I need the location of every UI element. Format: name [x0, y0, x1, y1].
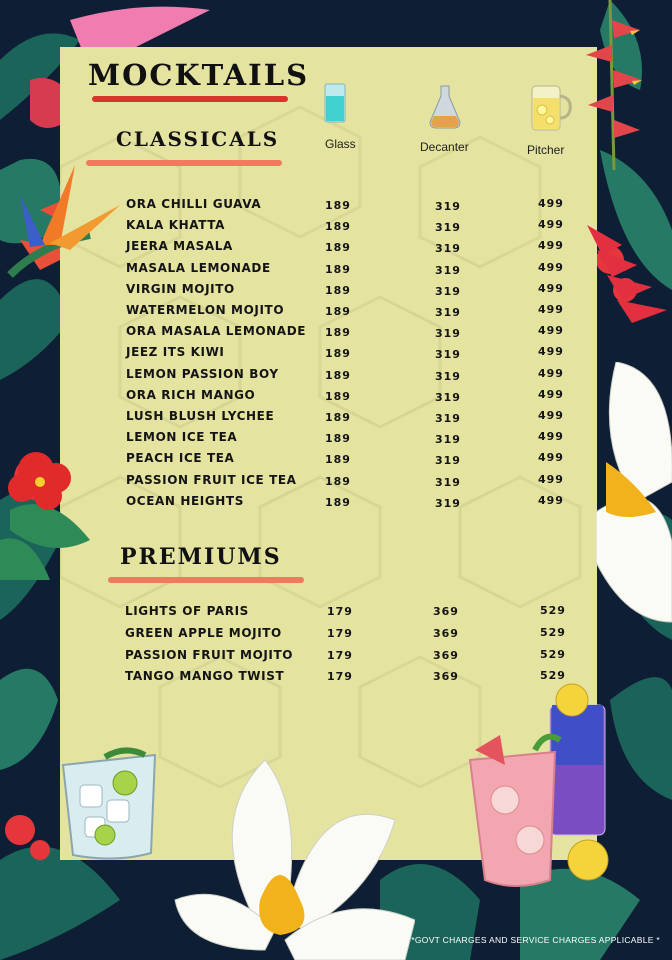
item-name: GREEN APPLE MOJITO	[125, 625, 282, 640]
price-decanter: 369	[433, 626, 459, 640]
price-pitcher: 499	[538, 451, 564, 465]
item-name: PASSION FRUIT MOJITO	[125, 647, 294, 662]
list-item	[0, 494, 672, 514]
red-ginger-flower-icon	[582, 215, 672, 325]
pitcher-icon	[528, 82, 574, 134]
frangipani-flower-icon	[596, 362, 672, 632]
price-glass: 189	[325, 495, 351, 509]
list-item	[0, 473, 672, 493]
item-name: OCEAN HEIGHTS	[126, 493, 244, 508]
price-glass: 179	[327, 648, 353, 662]
item-name: ORA MASALA LEMONADE	[126, 324, 307, 339]
price-pitcher: 529	[540, 625, 566, 639]
column-glass: Glass	[325, 137, 356, 151]
price-pitcher: 499	[538, 366, 564, 380]
item-name: MASALA LEMONADE	[126, 260, 271, 275]
list-item	[0, 430, 672, 450]
price-pitcher: 499	[538, 324, 564, 338]
price-decanter: 319	[435, 221, 461, 235]
list-item	[0, 648, 672, 668]
price-glass: 189	[325, 220, 351, 234]
hibiscus-flower-icon	[0, 440, 100, 580]
item-name: PEACH ICE TEA	[126, 451, 235, 466]
list-item	[0, 604, 672, 624]
item-name: JEERA MASALA	[126, 239, 233, 254]
price-glass: 189	[325, 199, 351, 212]
item-name: VIRGIN MOJITO	[126, 281, 235, 296]
price-pitcher: 529	[540, 669, 566, 683]
item-name: LEMON PASSION BOY	[126, 366, 279, 381]
price-decanter: 319	[435, 454, 461, 468]
bird-of-paradise-flower-icon	[0, 165, 130, 285]
price-glass: 189	[325, 241, 351, 255]
list-item	[0, 409, 672, 429]
price-pitcher: 499	[538, 260, 564, 274]
price-pitcher: 499	[538, 281, 564, 295]
price-decanter: 319	[435, 348, 461, 362]
price-pitcher: 499	[538, 303, 564, 316]
price-glass: 179	[327, 626, 353, 640]
price-decanter: 319	[435, 412, 461, 425]
price-glass: 179	[327, 670, 353, 684]
item-name: LEMON ICE TEA	[126, 430, 238, 445]
price-glass: 189	[325, 453, 351, 467]
price-decanter: 369	[433, 648, 459, 662]
price-glass: 189	[325, 411, 351, 424]
price-decanter: 319	[435, 306, 461, 319]
price-glass: 189	[325, 347, 351, 361]
title-underline	[92, 96, 288, 102]
price-decanter: 319	[435, 433, 461, 447]
list-item	[0, 345, 672, 365]
price-decanter: 369	[433, 670, 459, 684]
price-pitcher: 499	[538, 472, 564, 486]
price-glass: 189	[325, 326, 351, 340]
price-decanter: 319	[435, 284, 461, 298]
item-name: LUSH BLUSH LYCHEE	[126, 409, 275, 423]
price-glass: 189	[325, 305, 351, 318]
price-pitcher: 499	[538, 409, 564, 422]
list-item	[0, 303, 672, 323]
section-title-premiums: PREMIUMS	[120, 544, 282, 570]
price-pitcher: 499	[538, 197, 564, 210]
price-decanter: 319	[435, 242, 461, 256]
item-name: WATERMELON MOJITO	[126, 303, 285, 317]
column-decanter: Decanter	[420, 140, 469, 154]
price-decanter: 319	[435, 390, 461, 404]
price-glass: 189	[325, 283, 351, 297]
decanter-icon	[428, 84, 462, 130]
price-decanter: 319	[435, 200, 461, 213]
item-name: ORA CHILLI GUAVA	[126, 197, 262, 211]
list-item	[0, 451, 672, 471]
price-pitcher: 499	[538, 345, 564, 359]
glass-icon	[322, 82, 348, 124]
ice-drink-glass-icon	[55, 745, 170, 865]
heliconia-flower-icon	[580, 0, 650, 170]
price-pitcher: 529	[540, 647, 566, 661]
item-name: KALA KHATTA	[126, 218, 225, 233]
menu-title: MOCKTAILS	[88, 58, 310, 92]
list-item	[0, 626, 672, 646]
price-decanter: 319	[435, 263, 461, 277]
item-name: TANGO MANGO TWIST	[125, 669, 285, 684]
item-name: PASSION FRUIT ICE TEA	[126, 472, 297, 487]
price-decanter: 319	[435, 369, 461, 383]
item-name: ORA RICH MANGO	[126, 387, 256, 402]
price-decanter: 319	[435, 475, 461, 489]
price-pitcher: 499	[538, 239, 564, 253]
footer-note: *GOVT CHARGES AND SERVICE CHARGES APPLICABLE *	[411, 935, 660, 945]
price-glass: 189	[325, 262, 351, 276]
price-glass: 179	[327, 605, 353, 618]
list-item	[0, 388, 672, 408]
item-name: JEEZ ITS KIWI	[126, 345, 225, 360]
column-pitcher: Pitcher	[527, 143, 565, 157]
price-glass: 189	[325, 474, 351, 488]
price-decanter: 369	[433, 605, 459, 618]
price-pitcher: 499	[538, 493, 564, 507]
section-title-classicals: CLASSICALS	[116, 127, 280, 151]
frangipani-flower-icon	[165, 750, 415, 960]
price-glass: 189	[325, 389, 351, 403]
item-name: LIGHTS OF PARIS	[125, 604, 249, 618]
price-decanter: 319	[435, 496, 461, 510]
price-pitcher: 499	[538, 218, 564, 232]
list-item	[0, 367, 672, 387]
price-pitcher: 499	[538, 387, 564, 401]
section-underline	[108, 577, 304, 583]
price-glass: 189	[325, 432, 351, 446]
list-item	[0, 324, 672, 344]
price-pitcher: 529	[540, 604, 566, 617]
price-glass: 189	[325, 368, 351, 382]
price-decanter: 319	[435, 327, 461, 341]
fruit-mocktail-glasses-icon	[460, 680, 650, 895]
price-pitcher: 499	[538, 430, 564, 444]
